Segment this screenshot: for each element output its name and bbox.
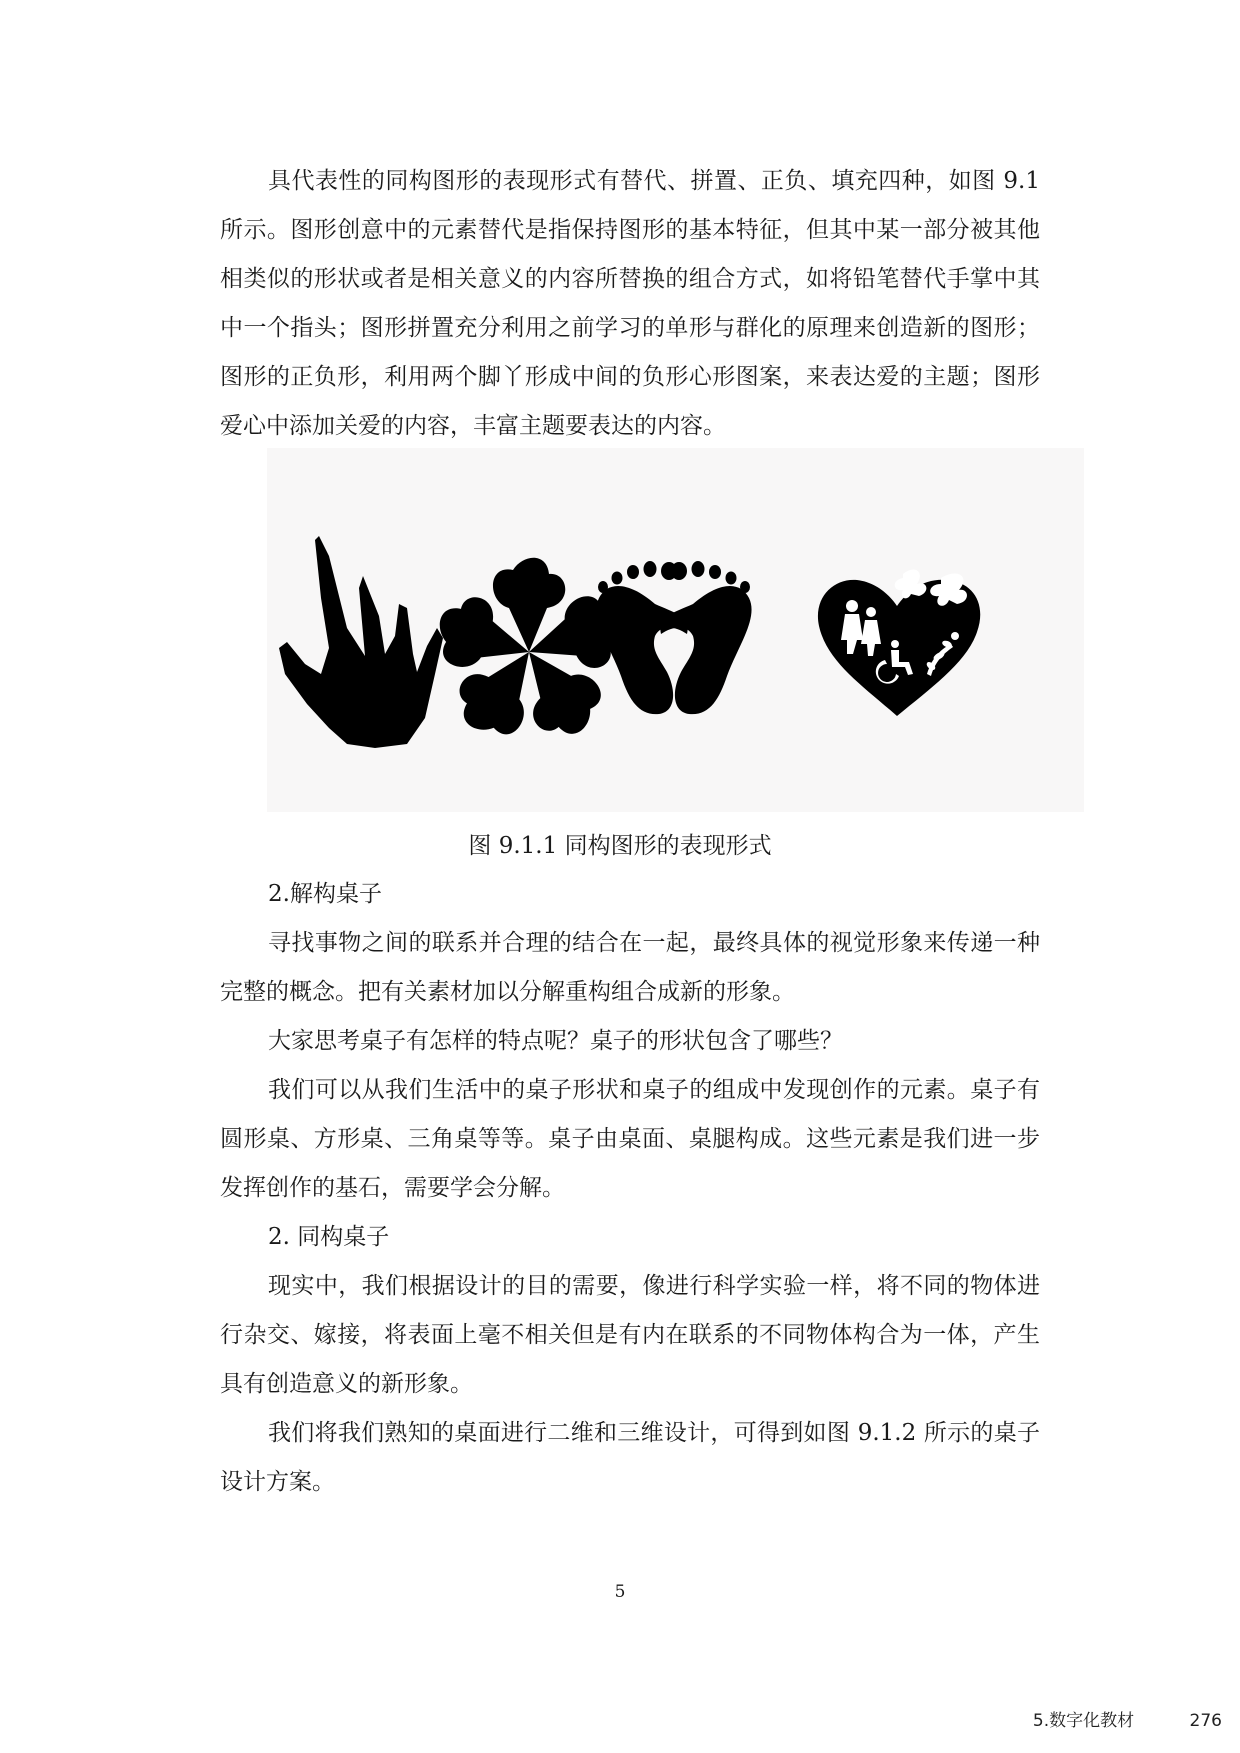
section-heading-deconstruct: 2.解构桌子 [268, 881, 382, 907]
paragraph: 我们将我们熟知的桌面进行二维和三维设计，可得到如图 9.1.2 所示的桌子设计方案。 [220, 1420, 1040, 1495]
paragraph: 我们可以从我们生活中的桌子形状和桌子的组成中发现创作的元素。桌子有圆形桌、方形桌、三角桌等等。桌子由桌面、桌腿构成。这些元素是我们进一步发挥创作的基石，需要学会分解。 [220, 1077, 1040, 1201]
intro-paragraph: 具代表性的同构图形的表现形式有替代、拼置、正负、填充四种，如图 9.1 所示。图形创意中的元素替代是指保持图形的基本特征，但其中某一部分被其他相类似的形状或者是相关意义的内容所替换的组合方式，如将铅笔替代手掌中其中一个指头；图形拼置充分利用之前学习的单形与群化的原理来创造新的图形；图形的正负形，利用两个脚丫形成中间的负形心形图案，来表达爱的主题；图形爱心中添加关爱的内容，丰富主题要表达的内容。 [220, 168, 1040, 439]
intro-text [220, 157, 1040, 451]
body-text [220, 870, 1040, 1507]
page-number: 5 [614, 1582, 626, 1602]
pencil-hand-icon [279, 536, 443, 748]
footer-label: 5.数字化教材 [1032, 1711, 1135, 1731]
footer [1033, 1706, 1222, 1731]
paragraph: 现实中，我们根据设计的目的需要，像进行科学实验一样，将不同的物体进行杂交、嫁接，将表面上毫不相关但是有内在联系的不同物体构合为一体，产生具有创造意义的新形象。 [220, 1273, 1040, 1397]
paragraph: 寻找事物之间的联系并合理的结合在一起，最终具体的视觉形象来传递一种完整的概念。把有关素材加以分解重构组合成新的形象。 [220, 930, 1040, 1005]
section-heading-isomorphic: 2. 同构桌子 [268, 1224, 390, 1250]
care-heart-icon [818, 569, 980, 716]
paragraph: 大家思考桌子有怎样的特点呢？桌子的形状包含了哪些？ [268, 1028, 843, 1054]
footprints-heart-icon [596, 561, 751, 714]
footer-page-number: 276 [1189, 1711, 1222, 1731]
figure-9-1-1 [267, 448, 1084, 812]
figure-caption: 图 9.1.1 同构图形的表现形式 [468, 833, 772, 859]
